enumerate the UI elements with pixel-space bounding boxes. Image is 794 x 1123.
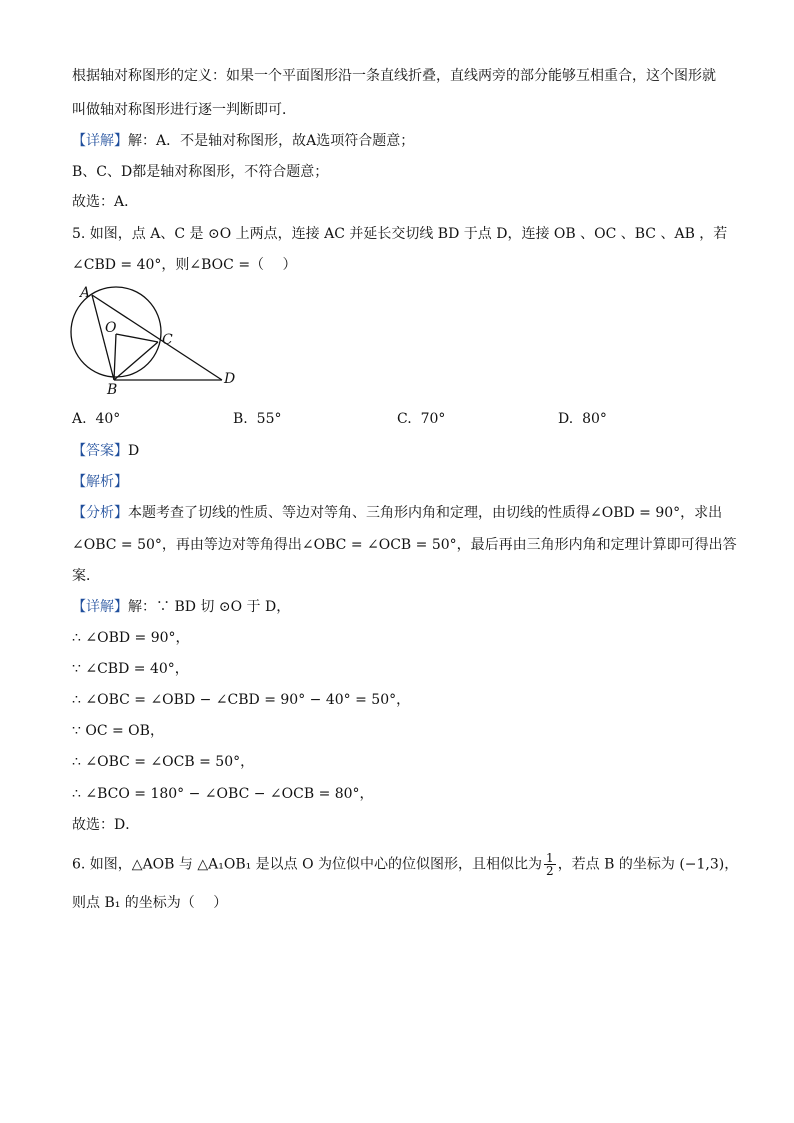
xiangjie-tag: 【详解】 xyxy=(72,599,128,615)
q5-step-4: ∴ ∠OBC = ∠OBD − ∠CBD = 90° − 40° = 50°， xyxy=(72,692,411,708)
q5-option-b xyxy=(233,409,281,429)
q5-step-8: 故选：D． xyxy=(72,817,140,833)
q5-fenxi-line-2: ∠OBC = 50°，再由等边对等角得出∠OBC = ∠OCB = 50°，最后再由三角形内角和定理计算即可得出答 xyxy=(72,537,737,553)
option-b-label: B. xyxy=(233,411,248,427)
label-b: B xyxy=(107,382,118,398)
q5-step-7: ∴ ∠BCO = 180° − ∠OBC − ∠OCB = 80°， xyxy=(72,786,374,802)
label-d: D xyxy=(224,371,236,387)
q5-option-a xyxy=(72,409,120,429)
intro-line-2: 叫做轴对称图形进行逐一判断即可． xyxy=(72,102,296,118)
q5-step-3: ∵ ∠CBD = 40°， xyxy=(72,661,189,677)
option-c-label: C. xyxy=(397,411,412,427)
q5-step-2: ∴ ∠OBD = 90°， xyxy=(72,630,190,646)
q6-stem-line-2: 则点 B₁ 的坐标为（ ） xyxy=(72,895,228,911)
q6-stem-line-1 xyxy=(72,852,738,877)
detail-tag: 【详解】 xyxy=(72,133,128,149)
q6-stem-1a: 6. 如图，△AOB 与 △A₁OB₁ 是以点 O 为位似中心的位似图形，且相似比为 xyxy=(72,856,543,873)
analysis-tag: 【解析】 xyxy=(72,474,128,490)
q5-step-5: ∵ OC = OB， xyxy=(72,723,164,739)
segment-ad xyxy=(92,295,222,380)
label-o: O xyxy=(105,320,117,336)
q5-stem-line-1: 5. 如图，点 A、C 是 ⊙O 上两点，连接 AC 并延长交切线 BD 于点 D，连接 OB 、OC 、BC 、AB ，若 xyxy=(72,226,728,242)
option-a-value: 40° xyxy=(95,411,121,427)
label-c: C xyxy=(162,332,173,348)
xiangjie-text-1: 解：∵ BD 切 ⊙O 于 D， xyxy=(128,599,291,615)
detail-text: 解：A．不是轴对称图形，故A选项符合题意； xyxy=(128,133,415,149)
q5-circle-figure xyxy=(66,282,246,398)
q5-stem-line-2: ∠CBD = 40°，则∠BOC =（ ） xyxy=(72,257,297,273)
q5-step-6: ∴ ∠OBC = ∠OCB = 50°， xyxy=(72,754,255,770)
option-c-value: 70° xyxy=(420,411,446,427)
ratio-denominator: 2 xyxy=(546,864,554,878)
answer-tag: 【答案】 xyxy=(72,443,128,459)
option-a-label: A. xyxy=(72,411,87,427)
fenxi-tag: 【分析】 xyxy=(72,505,128,521)
intro-line-4: B、C、D都是轴对称图形，不符合题意； xyxy=(72,164,329,180)
q5-fenxi-line-3: 案． xyxy=(72,568,100,584)
segment-ob xyxy=(114,334,116,380)
q5-option-c xyxy=(397,409,445,429)
q5-xiangjie-line-1 xyxy=(72,597,290,617)
q6-stem-1b: ，若点 B 的坐标为 (−1,3)， xyxy=(557,856,739,873)
q5-analysis-line xyxy=(72,472,128,492)
intro-line-5: 故选：A． xyxy=(72,194,139,210)
ratio-numerator: 1 xyxy=(546,851,554,865)
option-d-label: D. xyxy=(558,411,574,427)
q5-answer-line xyxy=(72,441,139,461)
fenxi-text-1: 本题考查了切线的性质、等边对等角、三角形内角和定理，由切线的性质得∠OBD = 90°，求出 xyxy=(128,505,723,521)
q6-ratio-fraction xyxy=(544,852,556,877)
option-d-value: 80° xyxy=(582,411,607,427)
answer-value: D xyxy=(128,443,140,459)
intro-line-1: 根据轴对称图形的定义：如果一个平面图形沿一条直线折叠，直线两旁的部分能够互相重合，这个图形就 xyxy=(72,68,716,84)
segment-bc xyxy=(114,342,158,380)
label-a: A xyxy=(80,285,91,301)
q5-option-d xyxy=(558,409,607,429)
intro-detail-line xyxy=(72,131,414,151)
segment-oc xyxy=(116,334,158,342)
q5-fenxi-line-1 xyxy=(72,503,722,523)
option-b-value: 55° xyxy=(256,411,282,427)
